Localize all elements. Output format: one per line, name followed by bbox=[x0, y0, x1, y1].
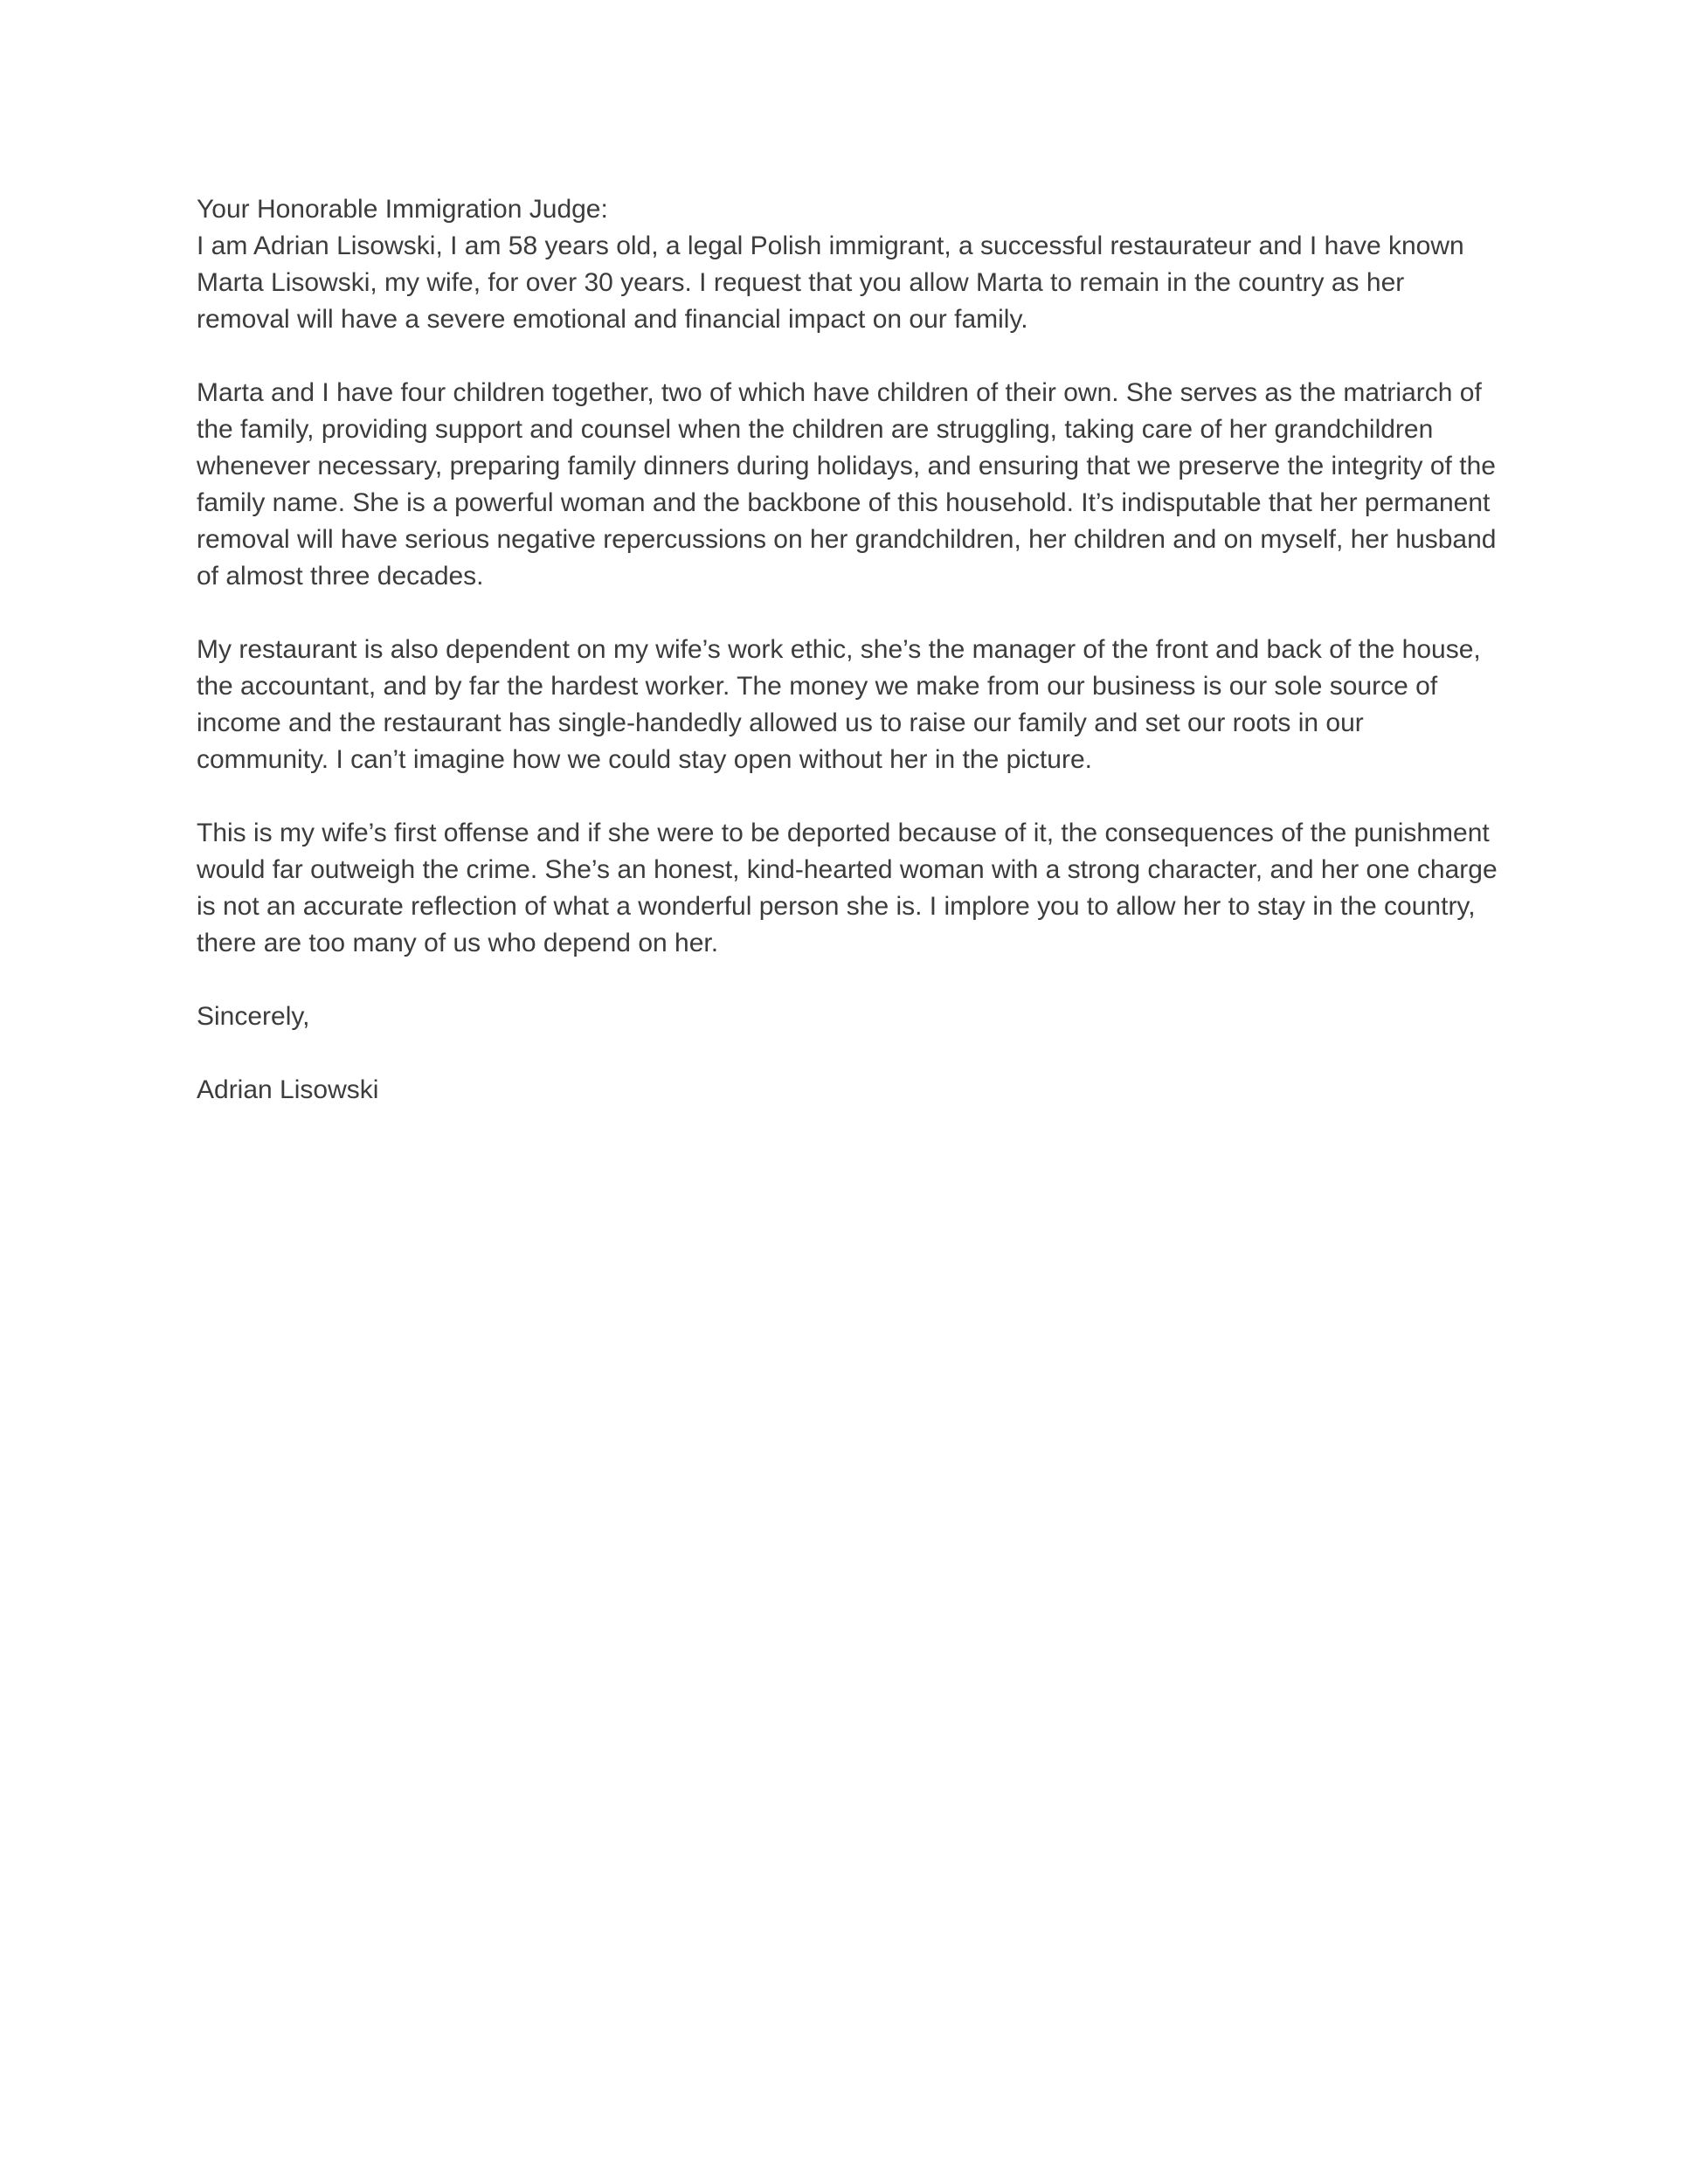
salutation: Your Honorable Immigration Judge: bbox=[197, 195, 608, 224]
letter-paragraph: I am Adrian Lisowski, I am 58 years old, a legal Polish immigrant, a successful restaurateur and I have known Marta Lisowski, my wife, for over 30 years. I request that you allow Marta to remain in the country as her removal will have a severe emotional and financial impact on our family. bbox=[197, 232, 1464, 334]
letter-paragraph: Marta and I have four children together, two of which have children of their own. She serves as the matriarch of the family, providing support and counsel when the children are struggling, taking care of her grandchildren whenever necessary, preparing family dinners during holidays, and ensuring that we preserve the integrity of the family name. She is a powerful woman and the backbone of this household. It’s indisputable that her permanent removal will have serious negative repercussions on her grandchildren, her children and on myself, her husband of almost three decades. bbox=[197, 378, 1497, 591]
letter-paragraph: This is my wife’s first offense and if she were to be deported because of it, the consequences of the punishment would far outweigh the crime. She’s an honest, kind-hearted woman with a strong character, and her one charge is not an accurate reflection of what a wonderful person she is. I implore you to allow her to stay in the country, there are too many of us who depend on her. bbox=[197, 819, 1498, 957]
letter-body bbox=[197, 191, 1498, 1109]
letter-paragraph: My restaurant is also dependent on my wife’s work ethic, she’s the manager of the front and back of the house, the accountant, and by far the hardest worker. The money we make from our business is our sole source of income and the restaurant has single-handedly allowed us to raise our family and set our roots in our community. I can’t imagine how we could stay open without her in the picture. bbox=[197, 635, 1481, 774]
signature-name: Adrian Lisowski bbox=[197, 1075, 379, 1104]
closing: Sincerely, bbox=[197, 1002, 310, 1031]
